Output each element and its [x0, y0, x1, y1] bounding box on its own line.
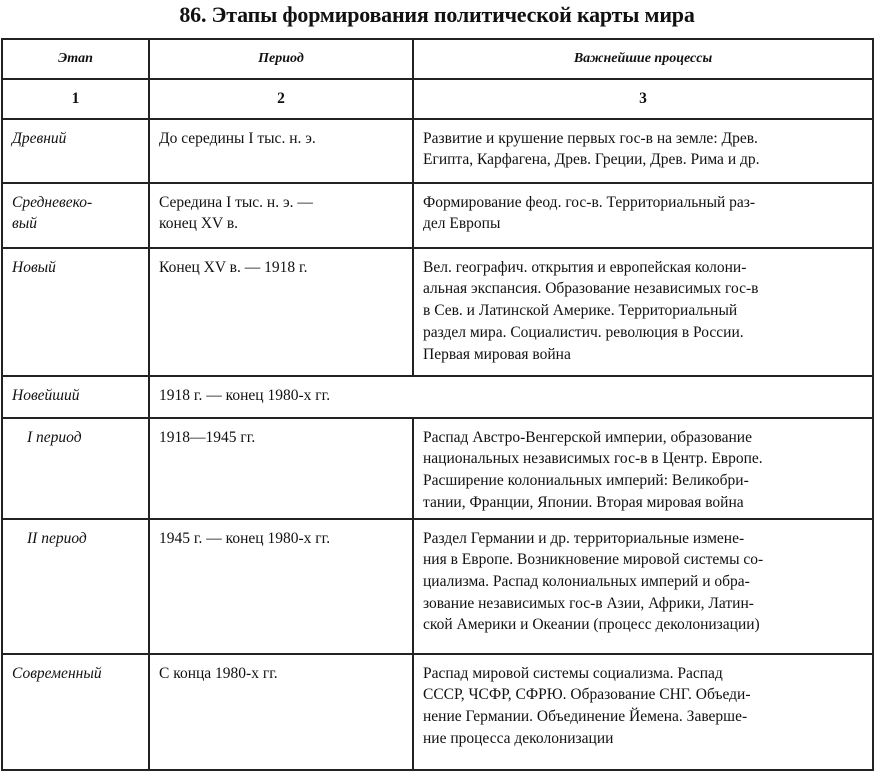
stage-cell-line: Современный: [12, 664, 102, 682]
processes-cell-line: дел Европы: [423, 215, 501, 233]
number-row: [2, 79, 873, 119]
processes-cell-line: в Сев. и Латинской Америке. Территориальный: [423, 302, 738, 320]
period-cell: [149, 248, 413, 376]
stage-cell-line: вый: [12, 215, 37, 233]
processes-cell-line: Раздел Германии и др. территориальные измене-: [423, 529, 745, 547]
period-cell-line: 1918—1945 гг.: [159, 428, 256, 446]
processes-cell-line: тании, Франции, Японии. Вторая мировая война: [423, 493, 744, 511]
stage-cell: [2, 418, 149, 519]
processes-cell: [413, 248, 873, 376]
period-cell-line: До середины I тыс. н. э.: [159, 129, 316, 147]
processes-cell-line: Египта, Карфагена, Древ. Греции, Древ. Рима и др.: [423, 151, 760, 169]
table-row: [2, 654, 873, 770]
period-cell-line: конец XV в.: [159, 215, 239, 233]
stage-cell-line: Новый: [12, 258, 56, 276]
processes-cell-line: альная экспансия. Образование независимых гос-в: [423, 280, 759, 298]
processes-cell-line: Распад Австро-Венгерской империи, образование: [423, 428, 752, 446]
table-row: [2, 418, 873, 519]
col-number-2: 2: [149, 79, 413, 119]
period-cell: [149, 376, 873, 418]
header-processes: Важнейшие процессы: [413, 39, 873, 79]
processes-cell-line: Формирование феод. гос-в. Территориальный раз-: [423, 193, 756, 211]
period-cell: [149, 519, 413, 654]
period-cell-line: С конца 1980-х гг.: [159, 664, 278, 682]
processes-cell: [413, 119, 873, 183]
processes-cell-line: Развитие и крушение первых гос-в на земле: Древ.: [423, 129, 758, 147]
processes-cell-line: ния в Европе. Возникновение мировой системы со-: [423, 551, 764, 569]
header-period: Период: [149, 39, 413, 79]
processes-cell-line: ской Америки и Океании (процесс деколонизации): [423, 616, 760, 634]
stage-cell: [2, 183, 149, 248]
stage-cell: [2, 654, 149, 770]
stage-cell: [2, 248, 149, 376]
stages-table: [1, 38, 874, 771]
stage-cell: [2, 119, 149, 183]
period-cell-line: 1945 г. — конец 1980-х гг.: [159, 529, 331, 547]
period-cell-line: 1918 г. — конец 1980-х гг.: [159, 386, 331, 404]
period-cell: [149, 119, 413, 183]
stage-cell-line: Древний: [12, 129, 67, 147]
processes-cell-line: ние процесса деколонизации: [423, 729, 614, 747]
processes-cell-line: циализма. Распад колониальных империй и обра-: [423, 572, 750, 590]
processes-cell-line: Распад мировой системы социализма. Распад: [423, 664, 723, 682]
processes-cell: [413, 519, 873, 654]
stage-cell: [2, 519, 149, 654]
processes-cell-line: национальных независимых гос-в в Центр. Европе.: [423, 450, 763, 468]
page-title: 86. Этапы формирования политической карты мира: [179, 2, 695, 27]
header-stage: Этап: [2, 39, 149, 79]
processes-cell-line: раздел мира. Социалистич. революция в России.: [423, 323, 744, 341]
stage-cell-line: Новейший: [12, 386, 80, 404]
table-row: [2, 119, 873, 183]
period-cell-line: Середина I тыс. н. э. —: [159, 193, 313, 211]
processes-cell: [413, 654, 873, 770]
col-number-1: 1: [2, 79, 149, 119]
processes-cell-line: СССР, ЧСФР, СФРЮ. Образование СНГ. Объеди-: [423, 686, 751, 704]
period-cell-line: Конец XV в. — 1918 г.: [159, 258, 308, 276]
header-row: [2, 39, 873, 79]
stage-cell: [2, 376, 149, 418]
processes-cell-line: Расширение колониальных империй: Великобри-: [423, 472, 749, 490]
period-cell: [149, 183, 413, 248]
table-row: [2, 376, 873, 418]
table-row: [2, 183, 873, 248]
processes-cell-line: Первая мировая война: [423, 345, 571, 363]
processes-cell-line: нение Германии. Объединение Йемена. Заверше-: [423, 707, 748, 725]
col-number-3: 3: [413, 79, 873, 119]
processes-cell-line: Вел. географич. открытия и европейская колони-: [423, 258, 747, 276]
period-cell: [149, 418, 413, 519]
processes-cell: [413, 183, 873, 248]
processes-cell-line: зование независимых гос-в Азии, Африки, Латин-: [423, 594, 754, 612]
processes-cell: [413, 418, 873, 519]
table-row: [2, 248, 873, 376]
table-row: [2, 519, 873, 654]
stage-cell-line: II период: [27, 529, 87, 547]
stage-cell-line: Средневеко-: [12, 193, 93, 211]
period-cell: [149, 654, 413, 770]
stage-cell-line: I период: [27, 428, 82, 446]
